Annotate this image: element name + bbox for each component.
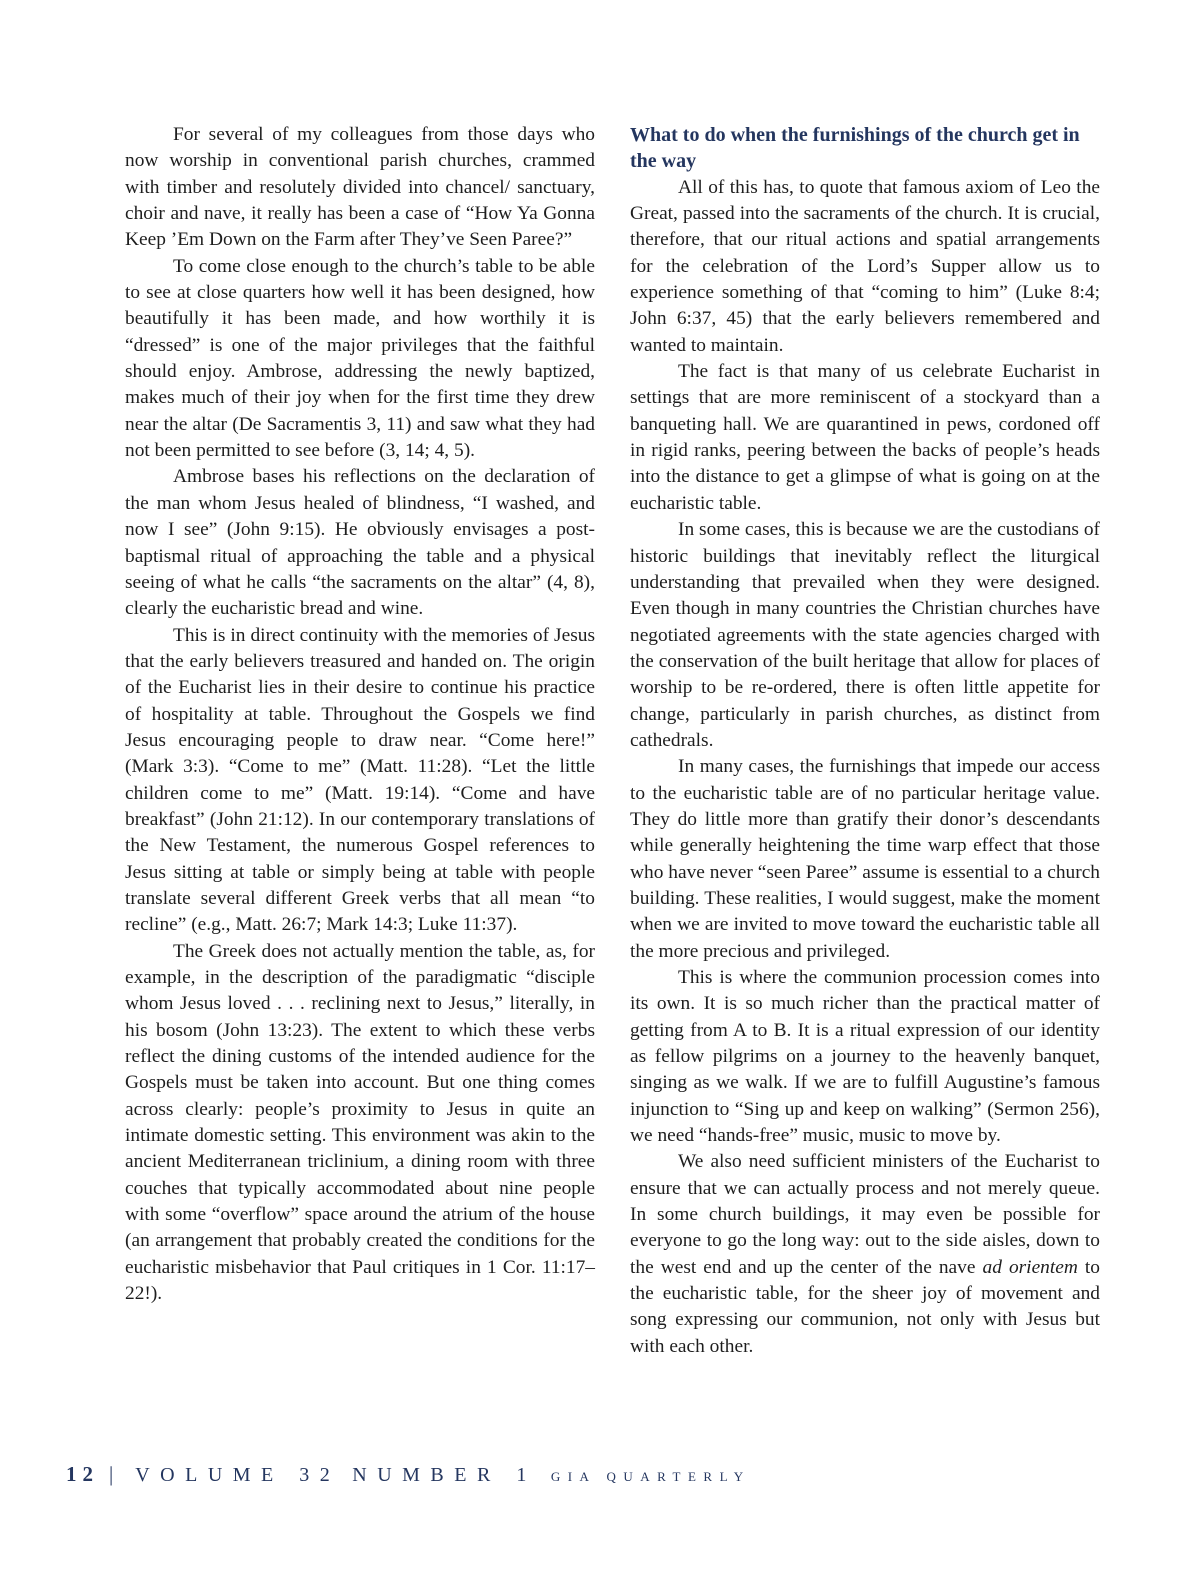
section-heading: What to do when the furnishings of the church get in the way	[630, 124, 1080, 173]
text-run: We also need sufficient ministers of the Eucharist to ensure that we can actually process and not merely queue. In some church buildings, it may even be possible for everyone to go the long way: out to the side aisles, down to the west end and up the center of the nave	[630, 1151, 1100, 1278]
body-paragraph: This is where the communion procession comes into its own. It is so much richer than the practical matter of getting from A to B. It is a ritual expression of our identity as fellow pilgrims on a journey to the heavenly banquet, singing as we walk. If we are to fulfill Augustine’s famous injunction to “Sing up and keep on walking” (Sermon 256), we need “hands-free” music, music to move by.	[630, 967, 1100, 1147]
footer-volume: VOLUME 32	[135, 1464, 341, 1486]
page-footer	[66, 1462, 751, 1492]
text-run: to the eucharistic table, for the sheer joy of movement and song expressing our communion, not only with Jesus but with each other.	[630, 1256, 1100, 1357]
footer-separator: |	[109, 1462, 114, 1486]
right-column	[630, 122, 1100, 1360]
page-number: 12	[66, 1462, 99, 1486]
body-paragraph: For several of my colleagues from those days who now worship in conventional parish churches, crammed with timber and resolutely divided into chancel/ sanctuary, choir and nave, it really has been a case of “How Ya Gonna Keep ’Em Down on the Farm after They’ve Seen Paree?”	[125, 124, 595, 251]
body-paragraph: Ambrose bases his reflections on the declaration of the man whom Jesus healed of blindness, “I washed, and now I see” (John 9:15). He obviously envisages a post-baptismal ritual of approaching the table and a physical seeing of what he calls “the sacraments on the altar” (4, 8), clearly the eucharistic bread and wine.	[125, 466, 595, 620]
body-paragraph: The fact is that many of us celebrate Eucharist in settings that are more reminiscent of a stockyard than a banqueting hall. We are quarantined in pews, cordoned off in rigid ranks, peering between the backs of people’s heads into the distance to get a glimpse of what is going on at the eucharistic table.	[630, 361, 1100, 514]
body-paragraph: In many cases, the furnishings that impede our access to the eucharistic table are of no particular heritage value. They do little more than gratify their donor’s descendants while generally heightening the time warp effect that those who have never “seen Paree” assume is essential to a church building. These realities, I would suggest, make the moment when we are invited to move toward the eucharistic table all the more precious and privileged.	[630, 756, 1100, 962]
body-paragraph: This is in direct continuity with the memories of Jesus that the early believers treasured and handed on. The origin of the Eucharist lies in their desire to continue his practice of hospitality at table. Throughout the Gospels we find Jesus encouraging people to draw near. “Come here!” (Mark 3:3). “Come to me” (Matt. 11:28). “Let the little children come to me” (Matt. 19:14). “Come and have breakfast” (John 21:12). In our contemporary translations of the New Testament, the numerous Gospel references to Jesus sitting at table or simply being at table with people translate several different Greek verbs that all mean “to recline” (e.g., Matt. 26:7; Mark 14:3; Luke 11:37).	[125, 624, 595, 936]
body-paragraph: In some cases, this is because we are the custodians of historic buildings that inevitably reflect the liturgical understanding that prevailed when they were designed. Even though in many countries the Christian churches have negotiated agreements with the state agencies charged with the conservation of the built heritage that allow for places of worship to be re-ordered, there is often little appetite for change, particularly in parish churches, as distinct from cathedrals.	[630, 519, 1100, 751]
italic-term: ad orientem	[982, 1256, 1078, 1278]
body-paragraph: All of this has, to quote that famous axiom of Leo the Great, passed into the sacraments of the church. It is crucial, therefore, that our ritual actions and spatial arrangements for the celebration of the Lord’s Supper allow us to experience something of that “coming to him” (Luke 8:4; John 6:37, 45) that the early believers remembered and wanted to maintain.	[630, 176, 1100, 356]
body-paragraph-last	[630, 1149, 1100, 1360]
footer-issue-number: NUMBER 1	[352, 1464, 537, 1486]
body-paragraph: The Greek does not actually mention the table, as, for example, in the description of the paradigmatic “disciple whom Jesus loved . . . reclining next to Jesus,” literally, in his bosom (John 13:23). The extent to which these verbs reflect the dining customs of the intended audience for the Gospels must be taken into account. But one thing comes across clearly: people’s proximity to Jesus in quite an intimate domestic setting. This environment was akin to the ancient Mediterranean triclinium, a dining room with three couches that typically accommodated about nine people with some “overflow” space around the atrium of the house (an arrangement that probably created the conditions for the eucharistic misbehavior that Paul critiques in 1 Cor. 11:17–22!).	[125, 940, 595, 1305]
left-column	[125, 122, 595, 1307]
body-paragraph: To come close enough to the church’s table to be able to see at close quarters how well it has been designed, how beautifully it has been made, and how worthily it is “dressed” is one of the major privileges that the faithful should enjoy. Ambrose, addressing the newly baptized, makes much of their joy when for the first time they drew near the altar (De Sacramentis 3, 11) and saw what they had not been permitted to see before (3, 14; 4, 5).	[125, 255, 595, 462]
footer-journal-title: GIA QUARTERLY	[550, 1469, 751, 1484]
